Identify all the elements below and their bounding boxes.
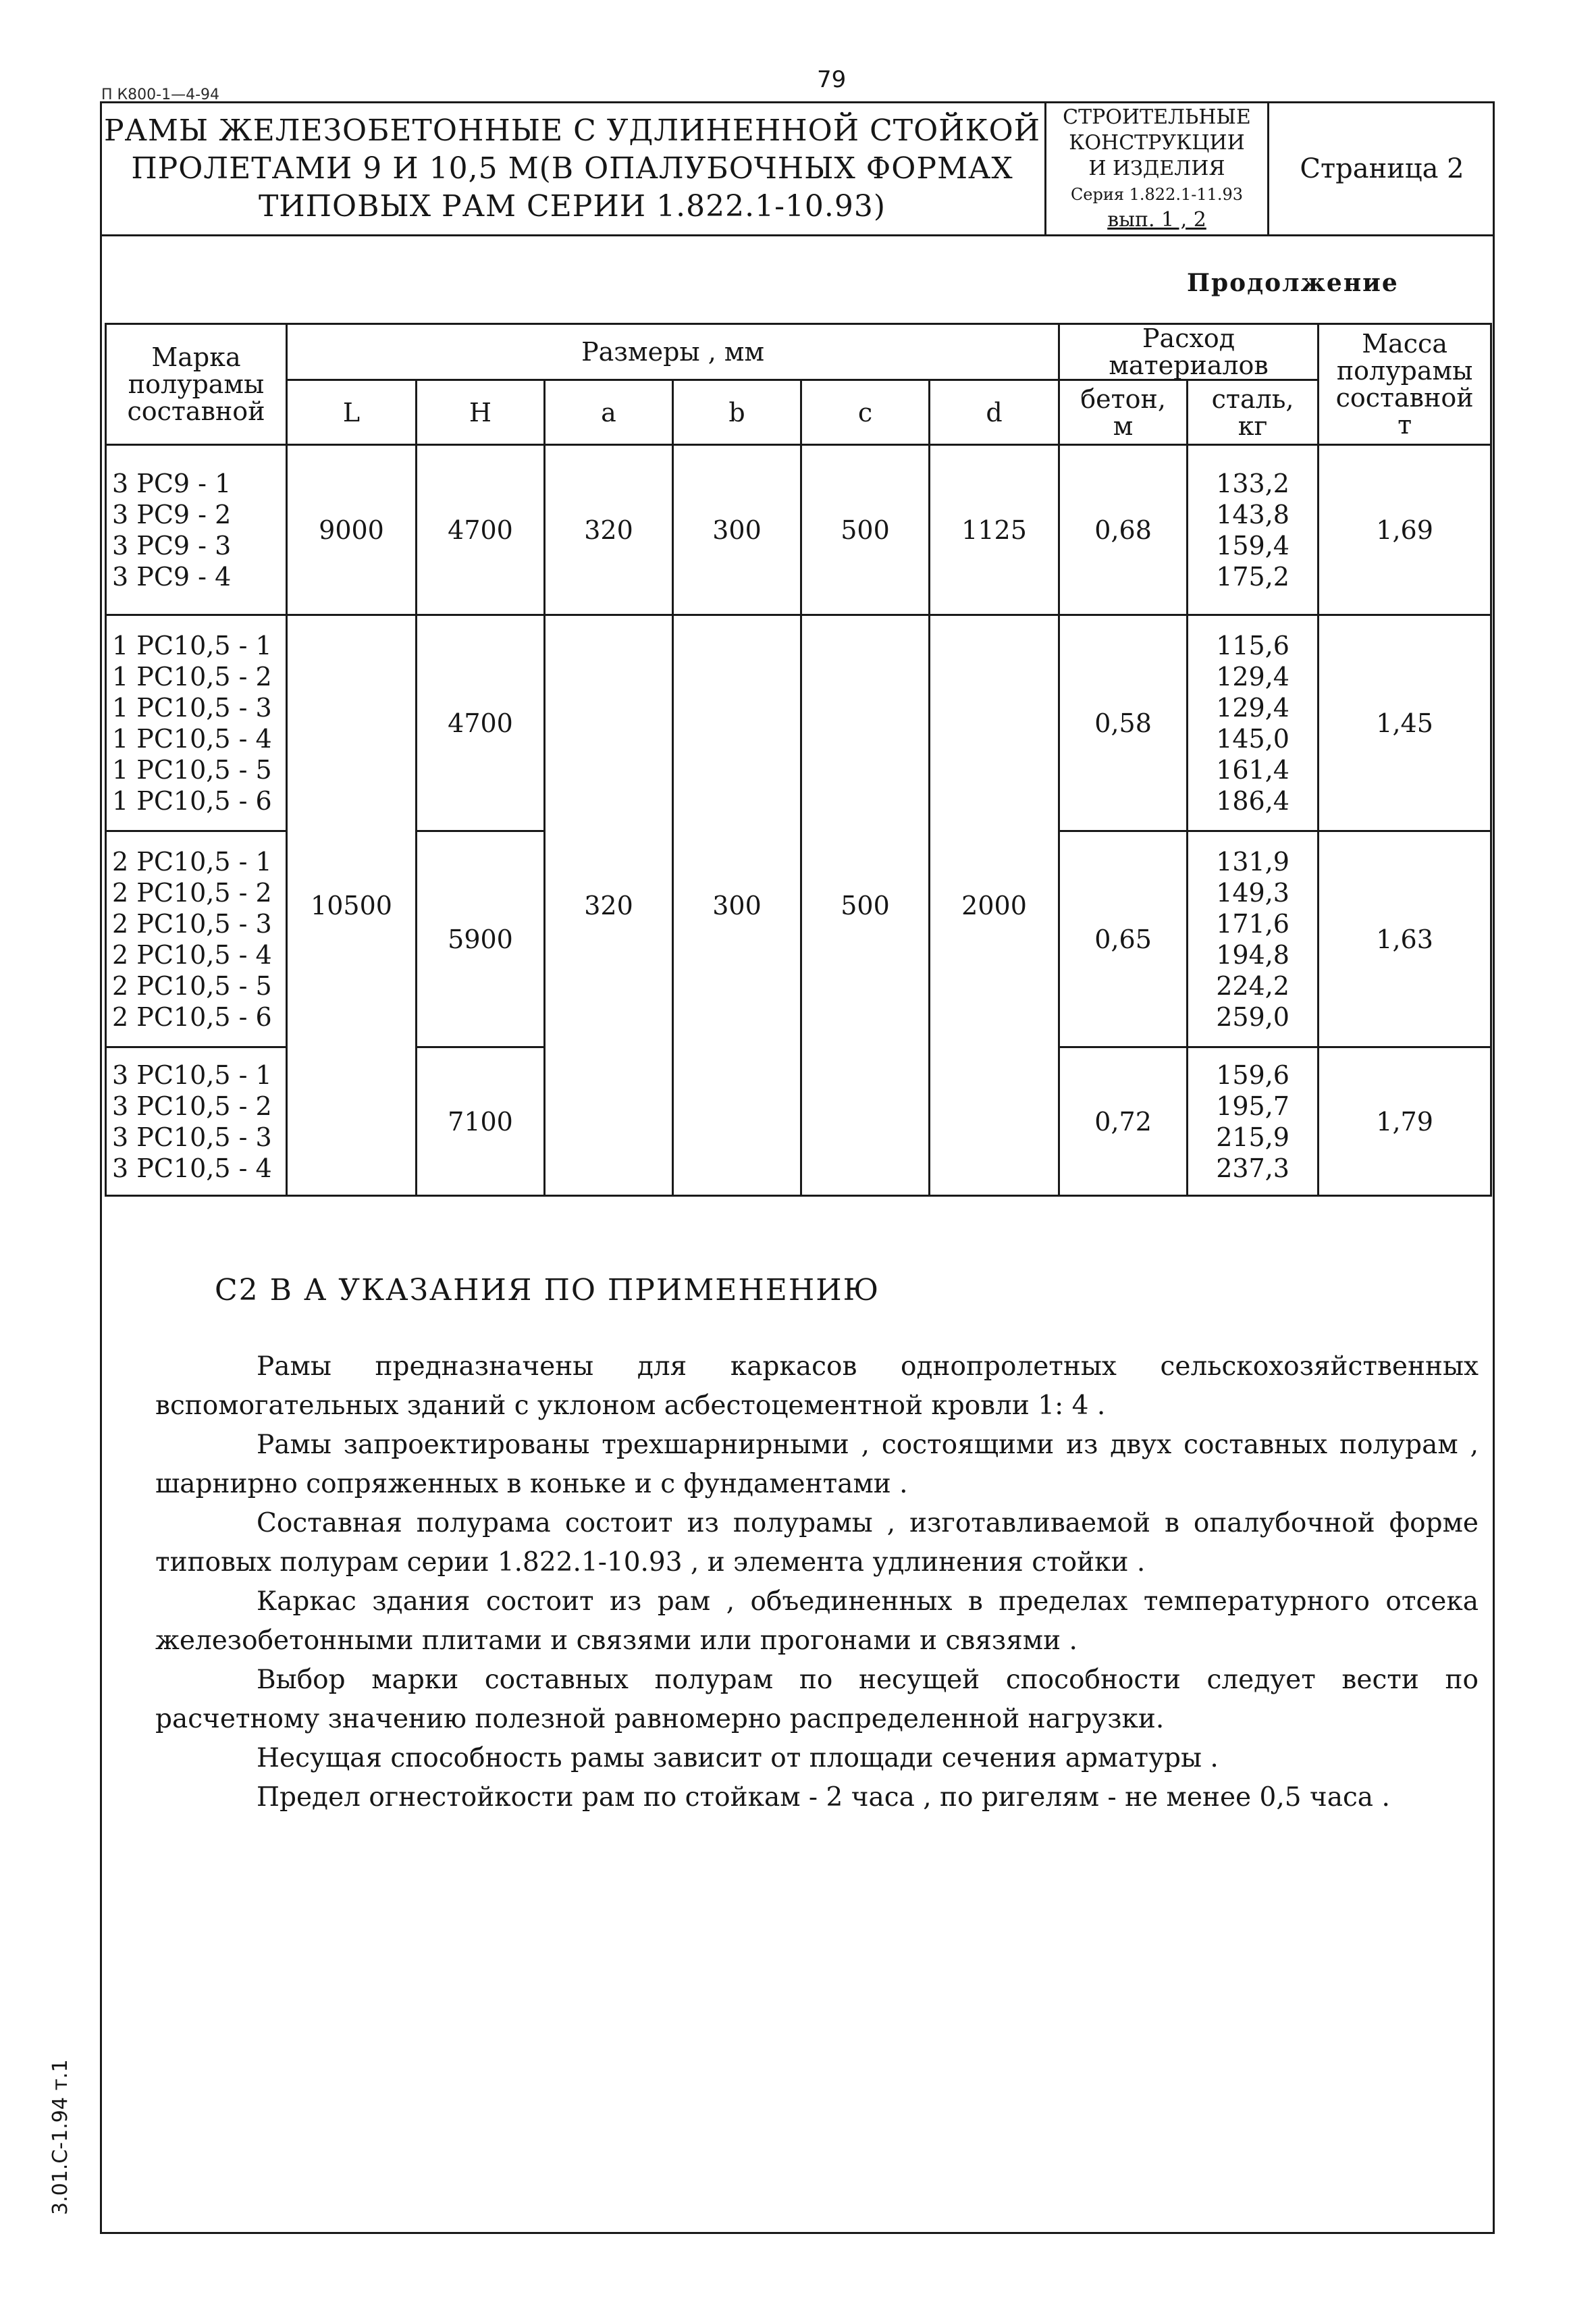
- page-number: 79: [817, 66, 847, 93]
- series-line: КОНСТРУКЦИИ: [1069, 131, 1245, 155]
- document-title: [100, 101, 1046, 236]
- series-line: И ИЗДЕЛИЯ: [1088, 157, 1225, 180]
- cell-concrete: 0,65: [1059, 831, 1188, 1047]
- cell-H: 4700: [417, 445, 545, 615]
- cell-steel: 159,6 195,7 215,9 237,3: [1188, 1047, 1319, 1196]
- cell-a: 320: [545, 445, 673, 615]
- section-heading: С2 В А УКАЗАНИЯ ПО ПРИМЕНЕНИЮ: [215, 1273, 880, 1307]
- paragraph: Рамы предназначены для каркасов однопролетных сельскохозяйственных вспомогательных зданий с уклоном асбестоцементной кровли 1: 4 .: [155, 1351, 1479, 1421]
- series-stamp: [1046, 101, 1269, 236]
- cell-d-shared: 2000: [930, 615, 1059, 1196]
- header-mass: Масса полурамы составной т: [1319, 324, 1491, 445]
- cell-steel: 115,6 129,4 129,4 145,0 161,4 186,4: [1188, 615, 1319, 831]
- side-label: 3.01.С-1.94 т.1: [49, 2059, 72, 2215]
- cell-steel: 133,2 143,8 159,4 175,2: [1188, 445, 1319, 615]
- cell-concrete: 0,72: [1059, 1047, 1188, 1196]
- paragraph: Составная полурама состоит из полурамы , изготавливаемой в опалубочной форме типовых полурам серии 1.822.1-10.93 , и элемента удлинения стойки .: [155, 1508, 1479, 1578]
- header-steel: сталь, кг: [1188, 380, 1319, 445]
- header-a: a: [545, 380, 673, 445]
- cell-mass: 1,45: [1319, 615, 1491, 831]
- header-d: d: [930, 380, 1059, 445]
- cell-L-shared: 10500: [287, 615, 417, 1196]
- cell-a-shared: 320: [545, 615, 673, 1196]
- cell-mass: 1,79: [1319, 1047, 1491, 1196]
- header-H: H: [417, 380, 545, 445]
- continuation-label: Продолжение: [1187, 269, 1399, 297]
- header-c: c: [801, 380, 930, 445]
- cell-H: 7100: [417, 1047, 545, 1196]
- cell-c: 500: [801, 445, 930, 615]
- document-code: П К800-1—4-94: [101, 86, 220, 103]
- paragraph: Каркас здания состоит из рам , объединенных в пределах температурного отсека железобетонными плитами и связями или прогонами и связями .: [155, 1586, 1479, 1656]
- cell-mass: 1,63: [1319, 831, 1491, 1047]
- marks-cell: 1 РС10,5 - 1 1 РС10,5 - 2 1 РС10,5 - 3 1 РС10,5 - 4 1 РС10,5 - 5 1 РС10,5 - 6: [106, 615, 287, 831]
- series-issue: вып. 1 , 2: [1107, 208, 1206, 232]
- cell-H: 4700: [417, 615, 545, 831]
- header-b: b: [673, 380, 801, 445]
- cell-b-shared: 300: [673, 615, 801, 1196]
- header-L: L: [287, 380, 417, 445]
- paragraph: Выбор марки составных полурам по несущей способности следует вести по расчетному значению полезной равномерно распределенной нагрузки.: [155, 1665, 1479, 1734]
- cell-H: 5900: [417, 831, 545, 1047]
- title-line: ТИПОВЫХ РАМ СЕРИИ 1.822.1-10.93): [258, 189, 886, 224]
- table-row: [106, 445, 1491, 615]
- paragraph: Несущая способность рамы зависит от площади сечения арматуры .: [257, 1743, 1219, 1773]
- header-mark: Марка полурамы составной: [106, 324, 287, 445]
- cell-d: 1125: [930, 445, 1059, 615]
- series-line: СТРОИТЕЛЬНЫЕ: [1063, 105, 1251, 129]
- cell-b: 300: [673, 445, 801, 615]
- header-concrete: бетон, м: [1059, 380, 1188, 445]
- paragraph: Предел огнестойкости рам по стойкам - 2 часа , по ригелям - не менее 0,5 часа .: [257, 1782, 1390, 1813]
- cell-c-shared: 500: [801, 615, 930, 1196]
- frames-spec-table: [105, 323, 1492, 1197]
- marks-cell: 2 РС10,5 - 1 2 РС10,5 - 2 2 РС10,5 - 3 2 РС10,5 - 4 2 РС10,5 - 5 2 РС10,5 - 6: [106, 831, 287, 1047]
- cell-concrete: 0,58: [1059, 615, 1188, 831]
- page-label: Страница 2: [1300, 153, 1464, 184]
- header-consumption: Расход материалов: [1059, 324, 1319, 380]
- cell-mass: 1,69: [1319, 445, 1491, 615]
- marks-cell: 3 РС10,5 - 1 3 РС10,5 - 2 3 РС10,5 - 3 3 РС10,5 - 4: [106, 1047, 287, 1196]
- cell-concrete: 0,68: [1059, 445, 1188, 615]
- paragraph: Рамы запроектированы трехшарнирными , состоящими из двух составных полурам , шарнирно сопряженных в коньке и с фундаментами .: [155, 1430, 1479, 1499]
- title-line: ПРОЛЕТАМИ 9 И 10,5 М(В ОПАЛУБОЧНЫХ ФОРМАХ: [131, 151, 1013, 186]
- table-row: [106, 615, 1491, 831]
- section-body: [155, 1347, 1479, 1817]
- cell-L: 9000: [287, 445, 417, 615]
- cell-steel: 131,9 149,3 171,6 194,8 224,2 259,0: [1188, 831, 1319, 1047]
- header-sizes: Размеры , мм: [287, 324, 1059, 380]
- title-line: РАМЫ ЖЕЛЕЗОБЕТОННЫЕ С УДЛИНЕННОЙ СТОЙКОЙ: [103, 113, 1041, 148]
- marks-cell: 3 РС9 - 1 3 РС9 - 2 3 РС9 - 3 3 РС9 - 4: [106, 445, 287, 615]
- series-number: Серия 1.822.1-11.93: [1070, 185, 1244, 204]
